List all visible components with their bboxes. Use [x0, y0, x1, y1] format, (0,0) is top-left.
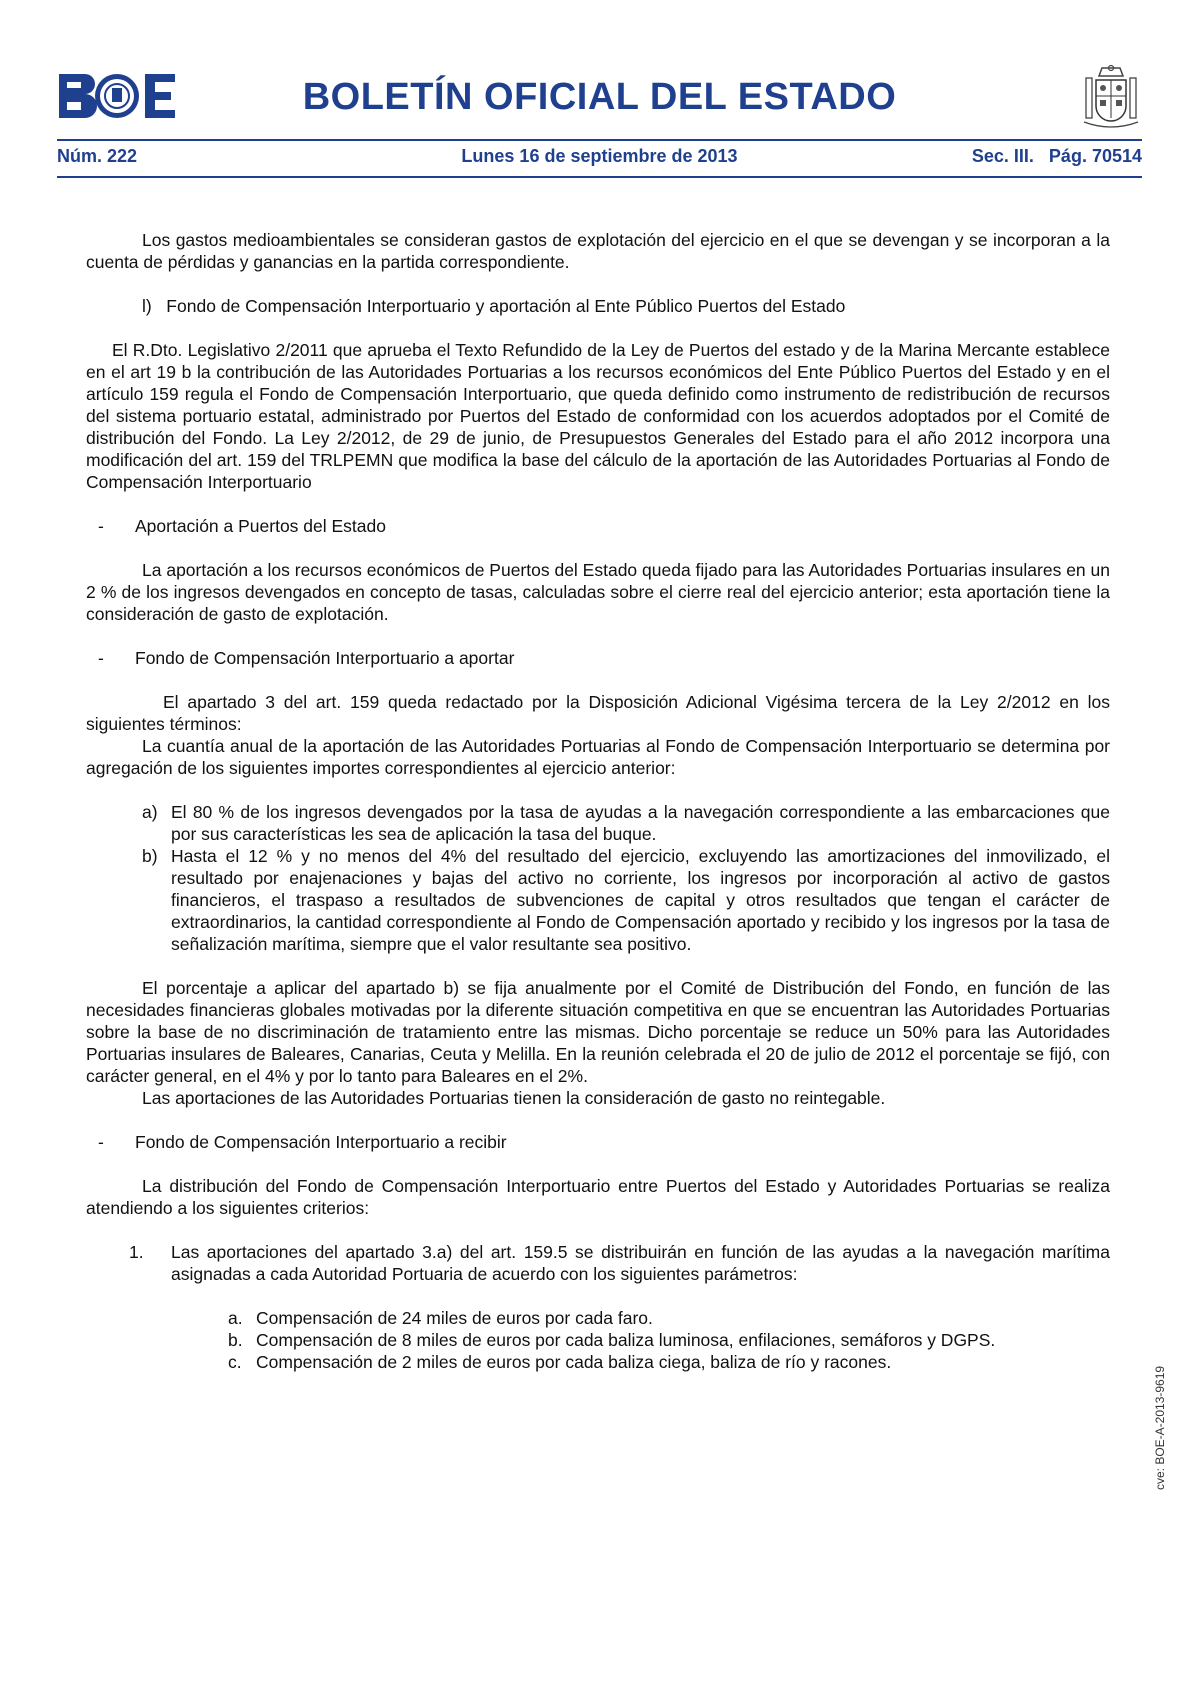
- paragraph: La aportación a los recursos económicos de Puertos del Estado queda fijado para las Autoridades Portuarias insulares en un 2 % de los ingresos devengados en concepto de tasas, calculadas sobre el cierre real del ejercicio anterior; esta aportación tiene la consideración de gasto de explotación.: [86, 560, 1110, 624]
- list-marker: b): [142, 846, 158, 866]
- issue-number: Núm. 222: [57, 146, 138, 166]
- list-item: [86, 845, 1110, 955]
- header-meta: [57, 146, 1142, 170]
- paragraph: El porcentaje a aplicar del apartado b) se fija anualmente por el Comité de Distribución del Fondo, en función de las necesidades financieras globales motivadas por la diferente situación competitiva en que se encuentran las Autoridades Portuarias sobre la base de no discriminación de tratamiento entre las mismas. Dicho porcentaje se reduce un 50% para las Autoridades Portuarias insulares de Baleares, Canarias, Ceuta y Melilla. En la reunión celebrada el 20 de julio de 2012 el porcentaje se fijó, con carácter general, en el 4% y por lo tanto para Baleares en el 2%.: [86, 978, 1110, 1086]
- dash-marker: -: [98, 648, 104, 668]
- section-heading: l) Fondo de Compensación Interportuario y aportación al Ente Público Puertos del Estado: [142, 296, 846, 316]
- dash-heading: [86, 647, 1110, 669]
- paragraph: Los gastos medioambientales se consideran gastos de explotación del ejercicio en el que se devengan y se incorporan a la cuenta de pérdidas y ganancias en la partida correspondiente.: [86, 230, 1110, 272]
- list-marker: b.: [228, 1330, 243, 1350]
- list-item-text: Compensación de 8 miles de euros por cada baliza luminosa, enfilaciones, semáforos y DGPS.: [256, 1330, 996, 1350]
- paragraph: El apartado 3 del art. 159 queda redactado por la Disposición Adicional Vigésima tercera de la Ley 2/2012 en los siguientes términos:: [86, 692, 1110, 734]
- list-item-text: El 80 % de los ingresos devengados por la tasa de ayudas a la navegación correspondiente a las embarcaciones que por sus características les sea de aplicación la tasa del buque.: [171, 802, 1110, 844]
- header-rule-top: [57, 139, 1142, 141]
- list-marker: a): [142, 802, 158, 822]
- list-item-text: Compensación de 2 miles de euros por cada baliza ciega, baliza de río y racones.: [256, 1352, 892, 1372]
- issue-date: Lunes 16 de septiembre de 2013: [461, 146, 738, 166]
- document-body: [86, 229, 1110, 1373]
- dash-heading-text: Aportación a Puertos del Estado: [135, 516, 386, 536]
- list-marker: c.: [228, 1352, 242, 1372]
- list-marker: a.: [228, 1308, 243, 1328]
- coat-of-arms-icon: [1080, 64, 1142, 130]
- page-title: BOLETÍN OFICIAL DEL ESTADO: [302, 76, 897, 118]
- dash-marker: -: [98, 1132, 104, 1152]
- sub-item: [86, 1351, 1110, 1373]
- cve-code: cve: BOE-A-2013-9619: [1153, 1365, 1167, 1490]
- dash-heading-text: Fondo de Compensación Interportuario a aportar: [135, 648, 515, 668]
- list-item-text: Hasta el 12 % y no menos del 4% del resultado del ejercicio, excluyendo las amortizaciones del inmovilizado, el resultado por enajenaciones y bajas del activo no corriente, los ingresos por incorporación al activo de gastos financieros, el traspaso a resultados de subvenciones de capital y otros resultados que tengan el carácter de extraordinarios, la cantidad correspondiente al Fondo de Compensación aportado y recibido y los ingresos por la tasa de señalización marítima, siempre que el valor resultante sea positivo.: [171, 846, 1110, 954]
- paragraph: La cuantía anual de la aportación de las Autoridades Portuarias al Fondo de Compensación Interportuario se determina por agregación de los siguientes importes correspondientes al ejercicio anterior:: [86, 736, 1110, 778]
- paragraph: El R.Dto. Legislativo 2/2011 que aprueba el Texto Refundido de la Ley de Puertos del estado y de la Marina Mercante establece en el art 19 b la contribución de las Autoridades Portuarias a los recursos económicos del Ente Público Puertos del Estado y en el artículo 159 regula el Fondo de Compensación Interportuario, que queda definido como instrumento de redistribución de recursos del sistema portuario estatal, administrado por Puertos del Estado de conformidad con los acuerdos adoptados por el Comité de distribución del Fondo. La Ley 2/2012, de 29 de junio, de Presupuestos Generales del Estado para el año 2012 incorpora una modificación del art. 159 del TRLPEMN que modifica la base del cálculo de la aportación de las Autoridades Portuarias al Fondo de Compensación Interportuario: [86, 340, 1110, 492]
- dash-heading: [86, 1131, 1110, 1153]
- dash-marker: -: [98, 516, 104, 536]
- paragraph: Las aportaciones de las Autoridades Portuarias tienen la consideración de gasto no reintegable.: [142, 1088, 886, 1108]
- numbered-item: [86, 1241, 1110, 1285]
- dash-heading: [86, 515, 1110, 537]
- page-header: [57, 64, 1142, 126]
- list-marker: 1.: [129, 1242, 144, 1262]
- list-item: [86, 801, 1110, 845]
- sub-item: [86, 1329, 1110, 1351]
- list-item-text: Las aportaciones del apartado 3.a) del art. 159.5 se distribuirán en función de las ayudas a la navegación marítima asignadas a cada Autoridad Portuaria de acuerdo con los siguientes parámetros:: [171, 1242, 1110, 1284]
- section-page: Sec. III. Pág. 70514: [971, 146, 1142, 166]
- header-rule-bottom: [57, 176, 1142, 178]
- list-item-text: Compensación de 24 miles de euros por cada faro.: [256, 1308, 653, 1328]
- sub-item: [86, 1307, 1110, 1329]
- paragraph: La distribución del Fondo de Compensación Interportuario entre Puertos del Estado y Autoridades Portuarias se realiza atendiendo a los siguientes criterios:: [86, 1176, 1110, 1218]
- dash-heading-text: Fondo de Compensación Interportuario a recibir: [135, 1132, 507, 1152]
